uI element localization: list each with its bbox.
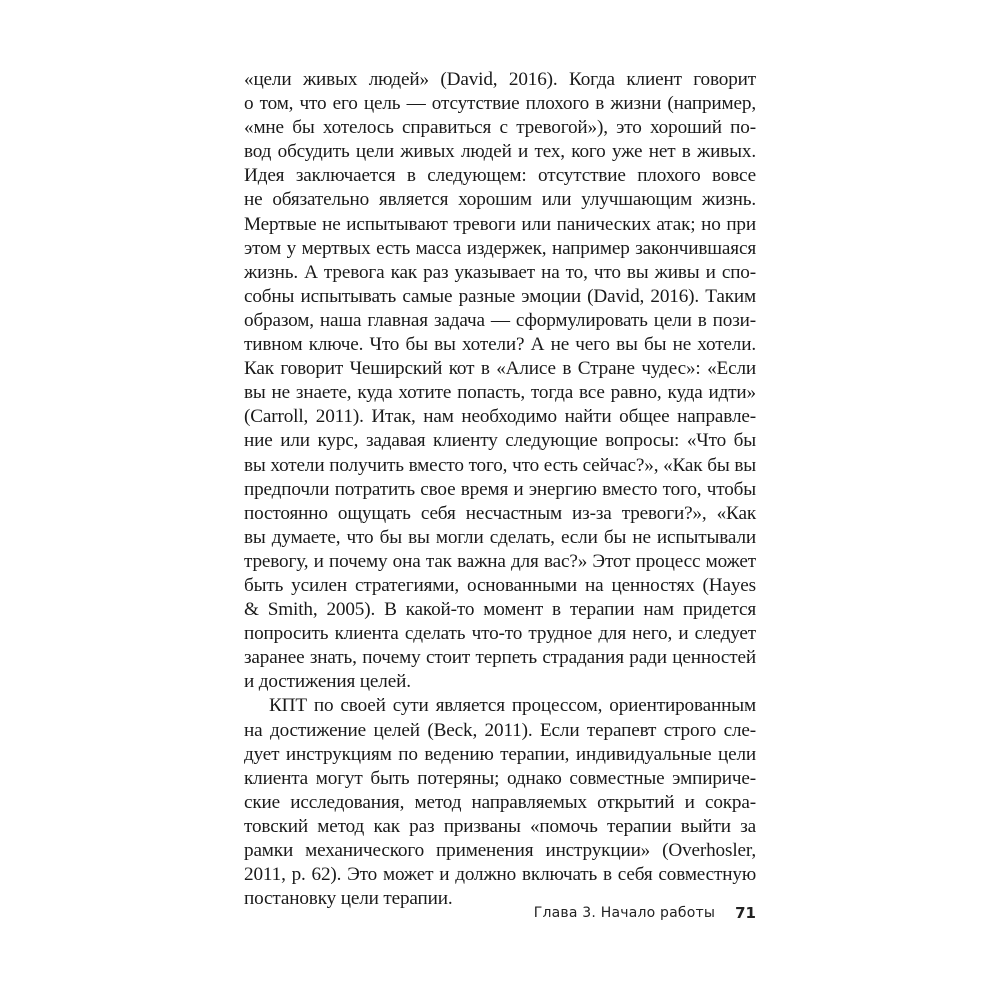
text-line: жизнь. А тревога как раз указывает на то, что вы живы и спо- — [244, 261, 756, 283]
paragraph-1 — [244, 68, 756, 694]
text-line: тивном ключе. Что бы вы хотели? А не чего вы бы не хотели. — [244, 334, 756, 356]
text-line: Как говорит Чеширский кот в «Алисе в Стране чудес»: «Если — [244, 358, 756, 380]
text-line: постоянно ощущать себя несчастным из-за тревоги?», «Как — [244, 502, 756, 524]
text-line: постановку цели терапии. — [244, 888, 453, 910]
body-text — [244, 68, 756, 911]
text-line: образом, наша главная задача — сформулировать цели в пози- — [244, 309, 756, 331]
text-line: (Carroll, 2011). Итак, нам необходимо найти общее направле- — [244, 406, 756, 428]
text-line: вы хотели получить вместо того, что есть сейчас?», «Как бы вы — [244, 454, 756, 476]
text-line: собны испытывать самые разные эмоции (David, 2016). Таким — [244, 285, 756, 307]
text-line: клиента могут быть потеряны; однако совместные эмпириче- — [244, 767, 756, 789]
text-line: вод обсудить цели живых людей и тех, кого уже нет в живых. — [244, 141, 756, 163]
text-line: ние или курс, задавая клиенту следующие вопросы: «Что бы — [244, 430, 756, 452]
text-line: вы думаете, что бы вы могли сделать, если бы не испытывали — [244, 526, 756, 548]
text-line: быть усилен стратегиями, основанными на ценностях (Hayes — [244, 574, 756, 596]
running-head: Глава 3. Начало работы — [533, 905, 716, 921]
text-line: дует инструкциям по ведению терапии, индивидуальные цели — [244, 743, 756, 765]
text-line: & Smith, 2005). В какой-то момент в терапии нам придется — [244, 599, 756, 621]
text-line: попросить клиента сделать что-то трудное для него, и следует — [244, 623, 756, 645]
text-line: и достижения целей. — [244, 671, 411, 693]
text-line: этом у мертвых есть масса издержек, например закончившаяся — [244, 237, 756, 259]
text-line: на достижение целей (Beck, 2011). Если терапевт строго сле- — [244, 719, 756, 741]
text-line: вы не знаете, куда хотите попасть, тогда все равно, куда идти» — [244, 382, 756, 404]
text-line: Мертвые не испытывают тревоги или панических атак; но при — [244, 213, 756, 235]
page-footer — [244, 901, 756, 925]
text-line: рамки механического применения инструкции» (Overhosler, — [244, 840, 756, 861]
text-line: тревогу, и почему она так важна для вас?» Этот процесс может — [244, 550, 756, 572]
text-line: товский метод как раз призваны «помочь терапии выйти за — [244, 815, 756, 837]
book-page — [244, 68, 756, 948]
text-line: «мне бы хотелось справиться с тревогой»), это хороший по- — [244, 117, 756, 139]
page-number: 71 — [735, 904, 756, 922]
text-line: КПТ по своей сути является процессом, ориентированным — [269, 695, 756, 717]
paragraph-2 — [244, 694, 756, 911]
text-line: «цели живых людей» (David, 2016). Когда клиент говорит — [244, 69, 756, 90]
text-line: ские исследования, метод направляемых открытий и сокра- — [244, 791, 756, 813]
text-line: Идея заключается в следующем: отсутствие плохого вовсе — [244, 165, 756, 187]
text-line: 2011, p. 62). Это может и должно включать в себя совместную — [244, 864, 756, 886]
text-line: заранее знать, почему стоит терпеть страдания ради ценностей — [244, 647, 756, 669]
text-line: о том, что его цель — отсутствие плохого в жизни (например, — [244, 93, 756, 115]
text-line: предпочли потратить свое время и энергию вместо того, чтобы — [244, 478, 756, 500]
text-line: не обязательно является хорошим или улучшающим жизнь. — [244, 189, 756, 211]
